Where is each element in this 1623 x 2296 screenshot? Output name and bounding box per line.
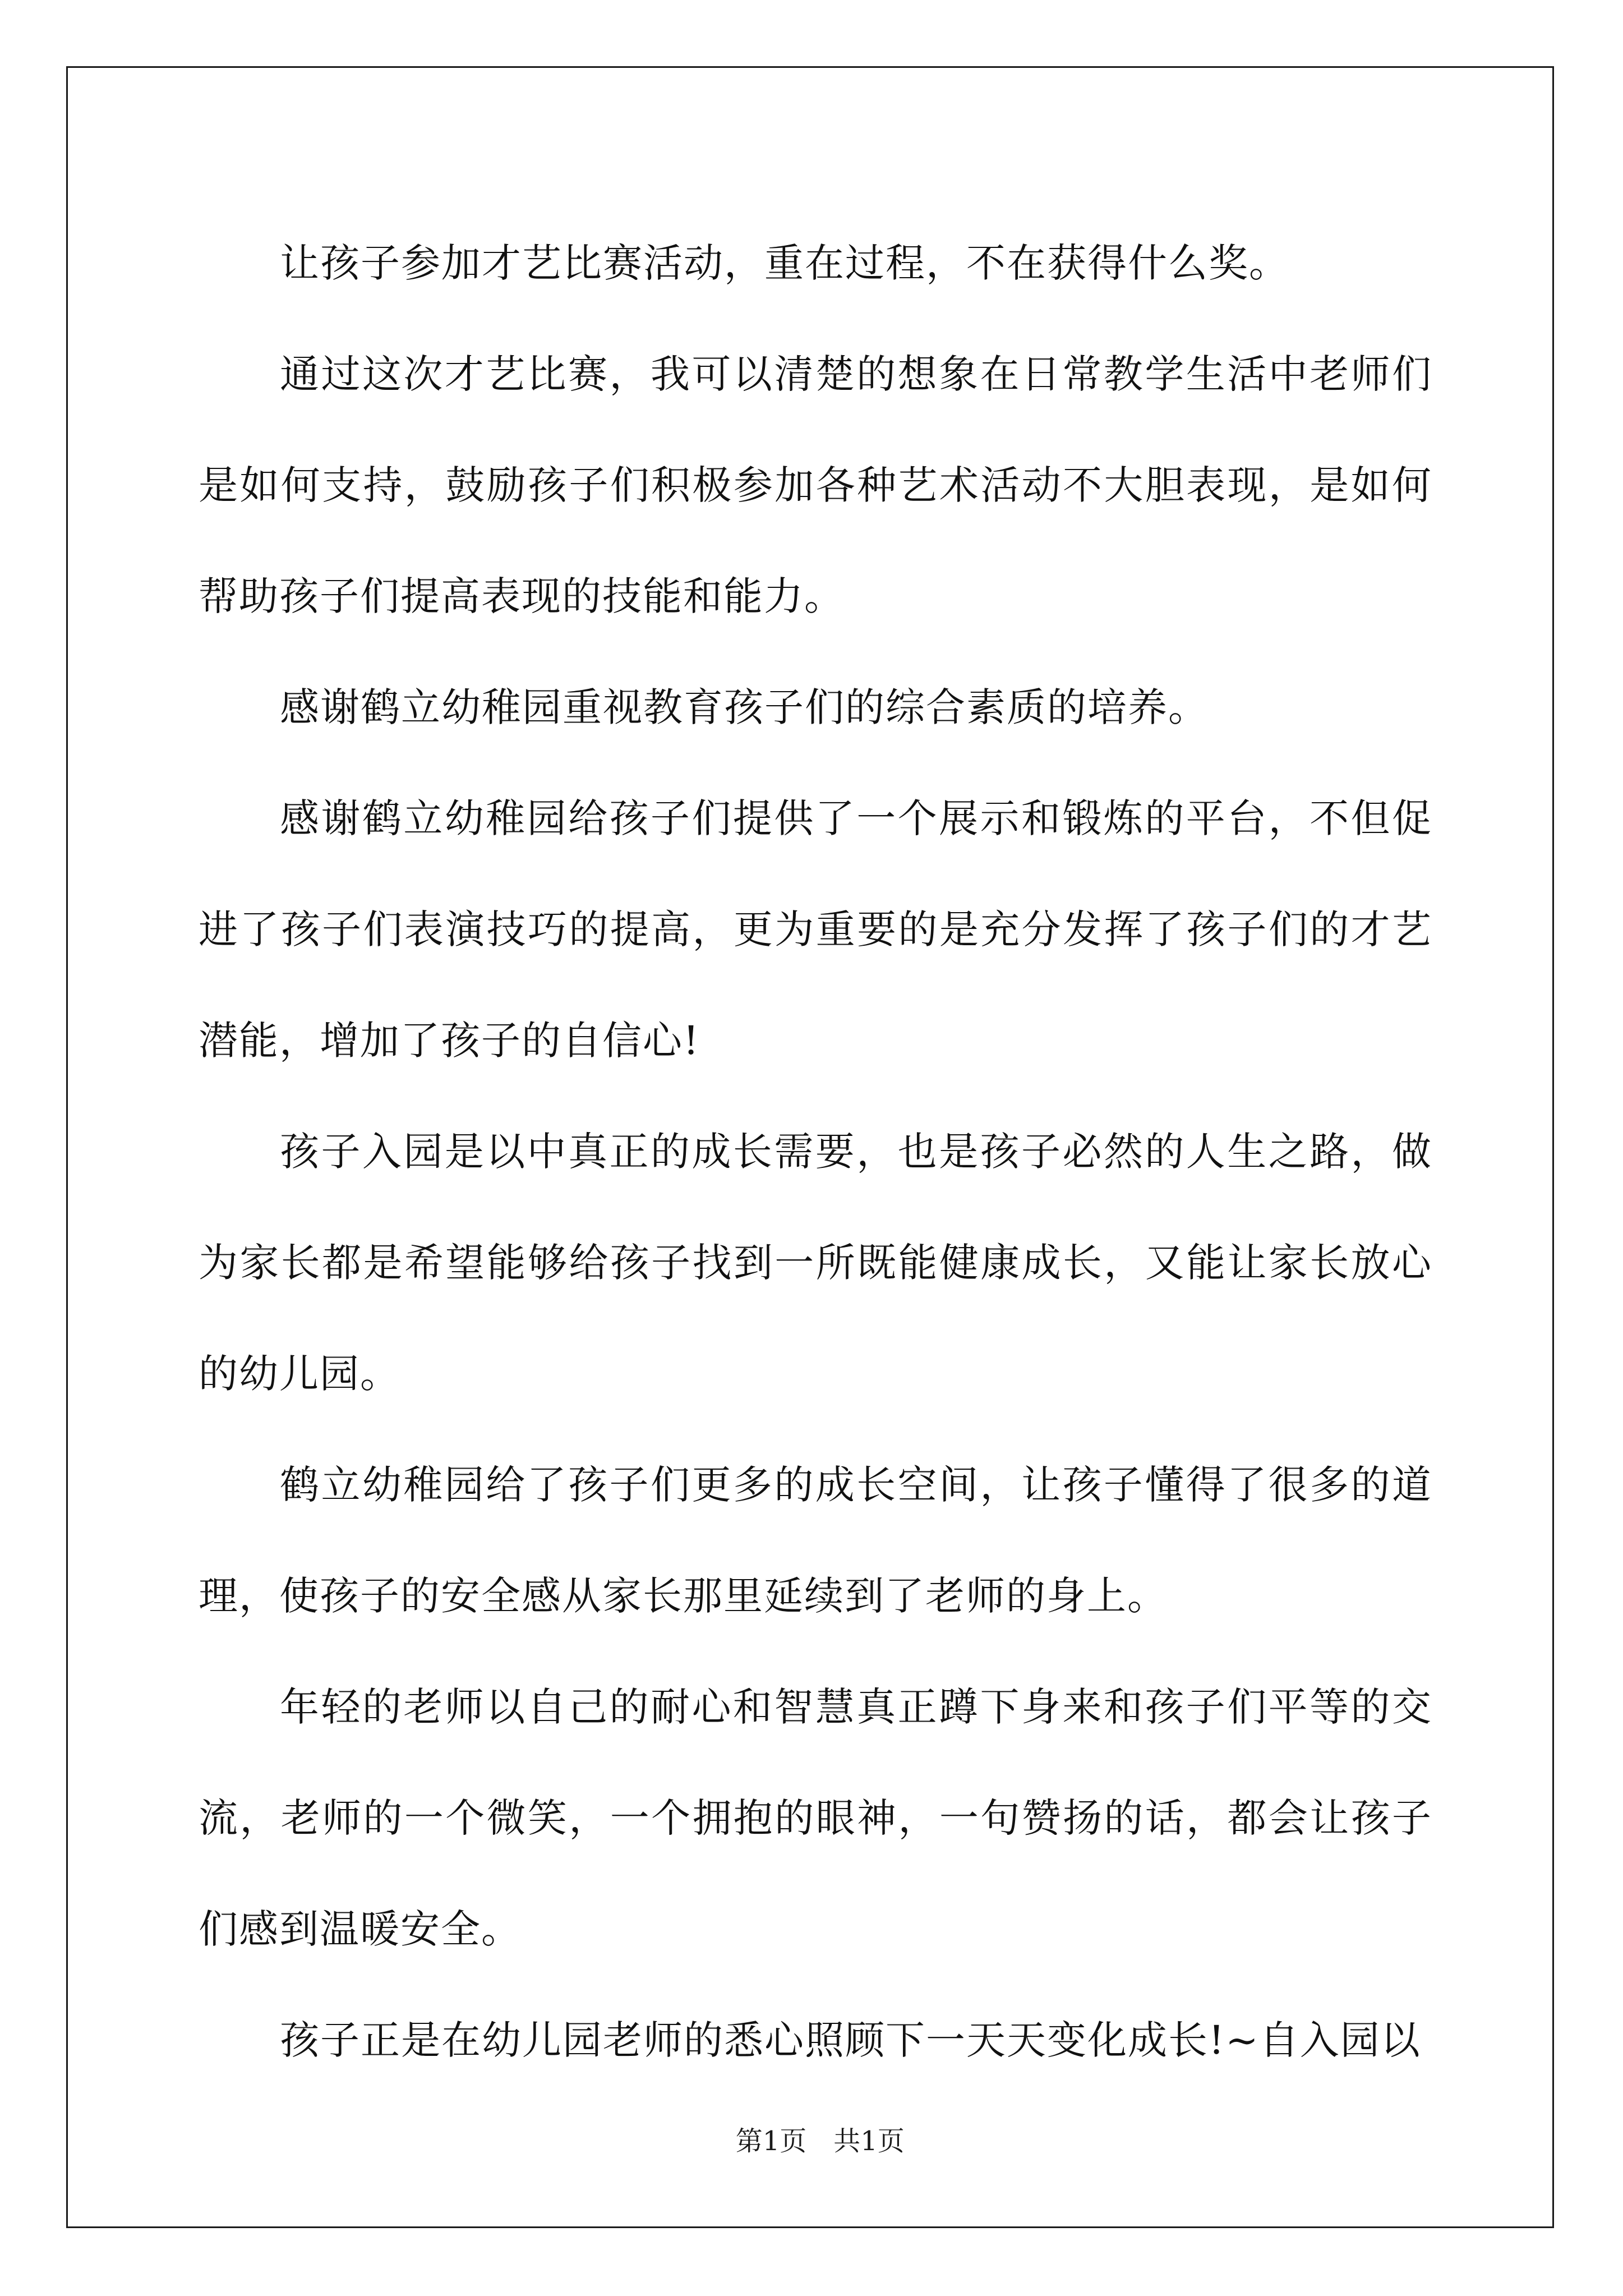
paragraph: 感谢鹤立幼稚园重视教育孩子们的综合素质的培养。 [280, 684, 1209, 730]
paragraph: 通过这次才艺比赛，我可以清楚的想象在日常教学生活中老师们是如何支持，鼓励孩子们积极参加各种艺术活动不大胆表现，是如何帮助孩子们提高表现的技能和能力。 [199, 351, 1432, 619]
page-footer [0, 2088, 1623, 2158]
paragraph: 孩子入园是以中真正的成长需要，也是孩子必然的人生之路，做为家长都是希望能够给孩子找到一所既能健康成长，又能让家长放心的幼儿园。 [199, 1129, 1432, 1397]
paragraph: 鹤立幼稚园给了孩子们更多的成长空间，让孩子懂得了很多的道理，使孩子的安全感从家长那里延续到了老师的身上。 [199, 1462, 1432, 1619]
paragraph: 孩子正是在幼儿园老师的悉心照顾下一天天变化成长!~自入园以 [280, 2017, 1421, 2063]
paragraph: 让孩子参加才艺比赛活动，重在过程，不在获得什么奖。 [280, 240, 1289, 286]
document-body [199, 208, 1432, 2096]
paragraph: 年轻的老师以自己的耐心和智慧真正蹲下身来和孩子们平等的交流，老师的一个微笑，一个拥抱的眼神，一句赞扬的话，都会让孩子们感到温暖安全。 [199, 1684, 1432, 1952]
paragraph: 感谢鹤立幼稚园给孩子们提供了一个展示和锻炼的平台，不但促进了孩子们表演技巧的提高，更为重要的是充分发挥了孩子们的才艺潜能，增加了孩子的自信心! [199, 795, 1432, 1064]
page-number-label: 第1页 共1页 [735, 2125, 905, 2157]
